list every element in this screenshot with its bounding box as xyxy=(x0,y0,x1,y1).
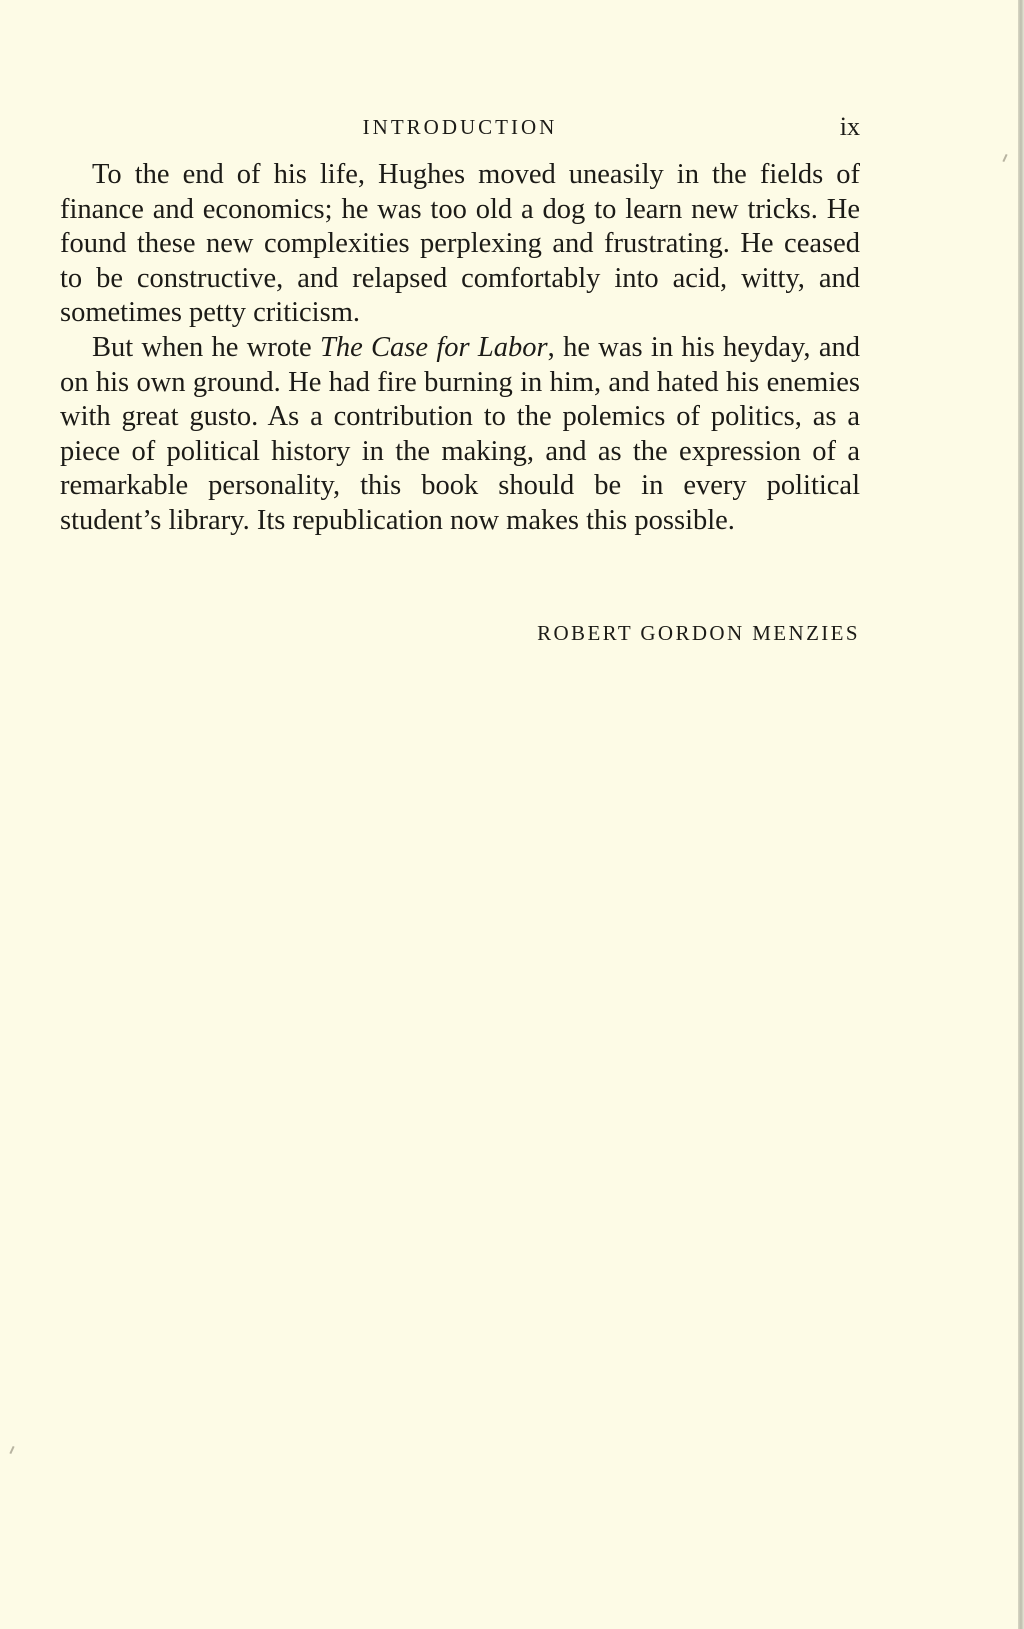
author-signature: ROBERT GORDON MENZIES xyxy=(537,621,860,645)
paragraph-1: To the end of his life, Hughes moved uneasily in the fields of finance and economics; he was too old a dog to learn new tricks. He found these new complexities perplexing and frustrating. He ceased to be constructive, and relapsed comfortably into acid, witty, and sometimes petty criticism. xyxy=(60,159,860,329)
book-title: The Case for Labor xyxy=(319,331,548,363)
paragraph-2 xyxy=(60,331,860,539)
running-head: INTRODUCTION xyxy=(362,115,558,139)
page-number: ix xyxy=(839,112,860,141)
page-edge xyxy=(1018,0,1024,1629)
body-text xyxy=(60,158,860,539)
paragraph-2-before: But when he wrote xyxy=(92,331,320,363)
paragraph-2-after: , he was in his heyday, and on his own ground. He had fire burning in him, and hated his enemies with great gusto. As a contribution to the polemics of politics, as a piece of political history in the making, and as the expression of a remarkable personality, this book should be in every political student’s library. Its republication now makes this possible. xyxy=(60,331,861,536)
paper-speck xyxy=(1002,154,1007,162)
page-header xyxy=(60,110,860,144)
paper-speck xyxy=(9,1446,14,1454)
